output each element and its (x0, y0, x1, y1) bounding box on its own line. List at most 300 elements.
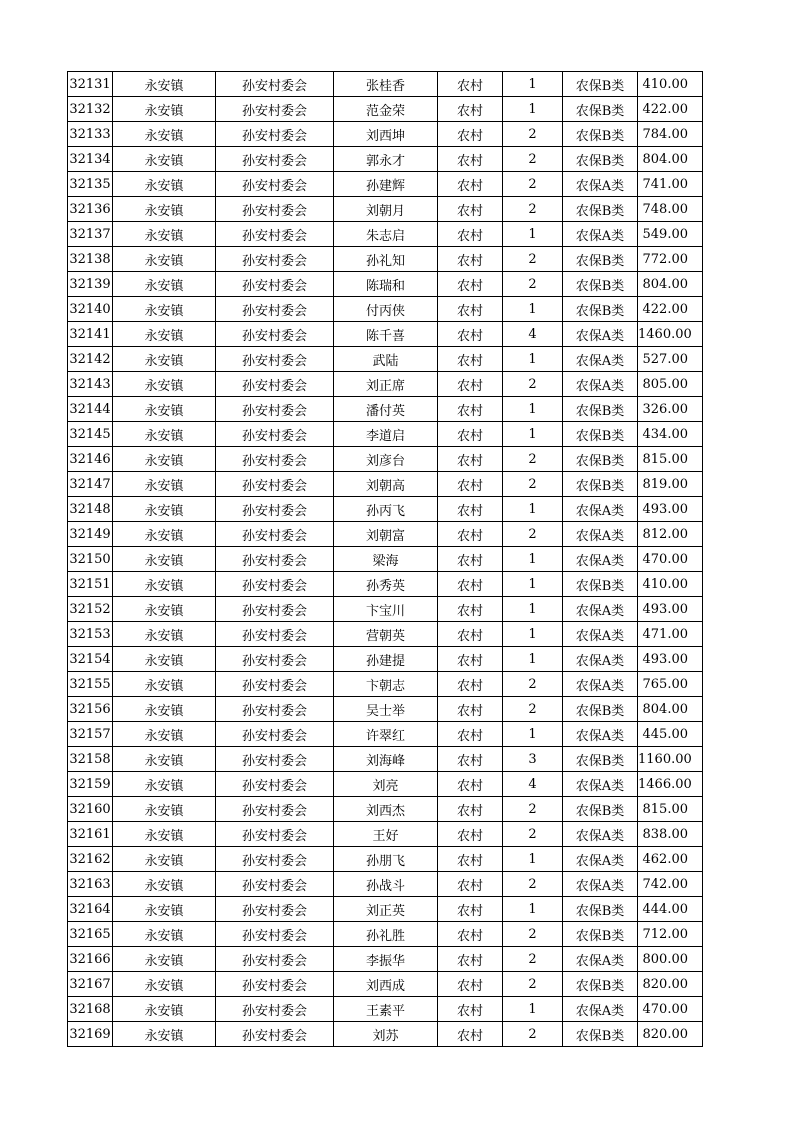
household-type-cell: 农村 (438, 872, 503, 897)
insurance-category-cell: 农保B类 (563, 572, 638, 597)
insurance-category-cell: 农保A类 (563, 622, 638, 647)
village-committee-cell: 孙安村委会 (216, 522, 334, 547)
amount-cell: 712.00 (638, 922, 703, 947)
town-cell: 永安镇 (113, 172, 216, 197)
record-id-cell: 32167 (68, 972, 113, 997)
insurance-category-cell: 农保A类 (563, 347, 638, 372)
roster-table-body (68, 72, 703, 1047)
household-type-cell: 农村 (438, 322, 503, 347)
amount-cell: 748.00 (638, 197, 703, 222)
insurance-category-cell: 农保A类 (563, 947, 638, 972)
village-committee-cell: 孙安村委会 (216, 772, 334, 797)
insurance-category-cell: 农保B类 (563, 97, 638, 122)
table-row (68, 1022, 703, 1047)
town-cell: 永安镇 (113, 422, 216, 447)
person-name-cell: 付丙侠 (334, 297, 438, 322)
insurance-category-cell: 农保B类 (563, 422, 638, 447)
village-committee-cell: 孙安村委会 (216, 922, 334, 947)
insurance-category-cell: 农保B类 (563, 272, 638, 297)
amount-cell: 471.00 (638, 622, 703, 647)
amount-cell: 445.00 (638, 722, 703, 747)
person-name-cell: 刘西坤 (334, 122, 438, 147)
village-committee-cell: 孙安村委会 (216, 397, 334, 422)
record-id-cell: 32140 (68, 297, 113, 322)
household-type-cell: 农村 (438, 1022, 503, 1047)
record-id-cell: 32146 (68, 447, 113, 472)
record-id-cell: 32164 (68, 897, 113, 922)
household-type-cell: 农村 (438, 822, 503, 847)
household-type-cell: 农村 (438, 97, 503, 122)
record-id-cell: 32139 (68, 272, 113, 297)
village-committee-cell: 孙安村委会 (216, 972, 334, 997)
record-id-cell: 32157 (68, 722, 113, 747)
table-row (68, 472, 703, 497)
household-type-cell: 农村 (438, 622, 503, 647)
village-committee-cell: 孙安村委会 (216, 322, 334, 347)
village-committee-cell: 孙安村委会 (216, 747, 334, 772)
amount-cell: 815.00 (638, 797, 703, 822)
amount-cell: 804.00 (638, 697, 703, 722)
record-id-cell: 32131 (68, 72, 113, 97)
insurance-category-cell: 农保B类 (563, 747, 638, 772)
insurance-category-cell: 农保A类 (563, 822, 638, 847)
table-row (68, 647, 703, 672)
insurance-category-cell: 农保A类 (563, 172, 638, 197)
table-row (68, 672, 703, 697)
member-count-cell: 2 (503, 1022, 563, 1047)
record-id-cell: 32169 (68, 1022, 113, 1047)
amount-cell: 800.00 (638, 947, 703, 972)
household-type-cell: 农村 (438, 297, 503, 322)
record-id-cell: 32134 (68, 147, 113, 172)
roster-table (67, 71, 703, 1047)
village-committee-cell: 孙安村委会 (216, 997, 334, 1022)
table-row (68, 947, 703, 972)
person-name-cell: 孙秀英 (334, 572, 438, 597)
household-type-cell: 农村 (438, 847, 503, 872)
insurance-category-cell: 农保B类 (563, 897, 638, 922)
town-cell: 永安镇 (113, 647, 216, 672)
person-name-cell: 营朝英 (334, 622, 438, 647)
amount-cell: 493.00 (638, 497, 703, 522)
person-name-cell: 刘西杰 (334, 797, 438, 822)
person-name-cell: 王素平 (334, 997, 438, 1022)
table-row (68, 297, 703, 322)
household-type-cell: 农村 (438, 247, 503, 272)
town-cell: 永安镇 (113, 1022, 216, 1047)
person-name-cell: 朱志启 (334, 222, 438, 247)
town-cell: 永安镇 (113, 822, 216, 847)
town-cell: 永安镇 (113, 197, 216, 222)
person-name-cell: 刘正席 (334, 372, 438, 397)
amount-cell: 772.00 (638, 247, 703, 272)
member-count-cell: 1 (503, 897, 563, 922)
town-cell: 永安镇 (113, 72, 216, 97)
member-count-cell: 1 (503, 997, 563, 1022)
insurance-category-cell: 农保B类 (563, 197, 638, 222)
household-type-cell: 农村 (438, 997, 503, 1022)
person-name-cell: 刘亮 (334, 772, 438, 797)
household-type-cell: 农村 (438, 797, 503, 822)
amount-cell: 804.00 (638, 147, 703, 172)
insurance-category-cell: 农保B类 (563, 297, 638, 322)
town-cell: 永安镇 (113, 222, 216, 247)
amount-cell: 470.00 (638, 997, 703, 1022)
household-type-cell: 农村 (438, 772, 503, 797)
person-name-cell: 李振华 (334, 947, 438, 972)
record-id-cell: 32152 (68, 597, 113, 622)
person-name-cell: 陈瑞和 (334, 272, 438, 297)
village-committee-cell: 孙安村委会 (216, 947, 334, 972)
village-committee-cell: 孙安村委会 (216, 647, 334, 672)
amount-cell: 820.00 (638, 1022, 703, 1047)
insurance-category-cell: 农保B类 (563, 1022, 638, 1047)
town-cell: 永安镇 (113, 97, 216, 122)
amount-cell: 741.00 (638, 172, 703, 197)
person-name-cell: 梁海 (334, 547, 438, 572)
table-row (68, 272, 703, 297)
record-id-cell: 32149 (68, 522, 113, 547)
village-committee-cell: 孙安村委会 (216, 597, 334, 622)
village-committee-cell: 孙安村委会 (216, 72, 334, 97)
record-id-cell: 32162 (68, 847, 113, 872)
record-id-cell: 32141 (68, 322, 113, 347)
member-count-cell: 2 (503, 247, 563, 272)
table-row (68, 72, 703, 97)
record-id-cell: 32137 (68, 222, 113, 247)
household-type-cell: 农村 (438, 472, 503, 497)
person-name-cell: 郭永才 (334, 147, 438, 172)
member-count-cell: 2 (503, 972, 563, 997)
village-committee-cell: 孙安村委会 (216, 822, 334, 847)
insurance-category-cell: 农保B类 (563, 472, 638, 497)
table-row (68, 597, 703, 622)
table-row (68, 547, 703, 572)
household-type-cell: 农村 (438, 197, 503, 222)
member-count-cell: 1 (503, 647, 563, 672)
person-name-cell: 潘付英 (334, 397, 438, 422)
insurance-category-cell: 农保B类 (563, 122, 638, 147)
village-committee-cell: 孙安村委会 (216, 272, 334, 297)
town-cell: 永安镇 (113, 147, 216, 172)
table-row (68, 972, 703, 997)
member-count-cell: 2 (503, 197, 563, 222)
town-cell: 永安镇 (113, 872, 216, 897)
record-id-cell: 32168 (68, 997, 113, 1022)
amount-cell: 422.00 (638, 297, 703, 322)
record-id-cell: 32156 (68, 697, 113, 722)
town-cell: 永安镇 (113, 772, 216, 797)
village-committee-cell: 孙安村委会 (216, 247, 334, 272)
insurance-category-cell: 农保B类 (563, 697, 638, 722)
town-cell: 永安镇 (113, 522, 216, 547)
table-row (68, 122, 703, 147)
member-count-cell: 2 (503, 447, 563, 472)
village-committee-cell: 孙安村委会 (216, 872, 334, 897)
table-row (68, 372, 703, 397)
member-count-cell: 1 (503, 722, 563, 747)
insurance-category-cell: 农保A类 (563, 322, 638, 347)
household-type-cell: 农村 (438, 122, 503, 147)
household-type-cell: 农村 (438, 647, 503, 672)
town-cell: 永安镇 (113, 122, 216, 147)
town-cell: 永安镇 (113, 997, 216, 1022)
person-name-cell: 孙建提 (334, 647, 438, 672)
village-committee-cell: 孙安村委会 (216, 422, 334, 447)
table-row (68, 422, 703, 447)
village-committee-cell: 孙安村委会 (216, 672, 334, 697)
record-id-cell: 32165 (68, 922, 113, 947)
member-count-cell: 1 (503, 97, 563, 122)
amount-cell: 1466.00 (638, 772, 703, 797)
table-row (68, 397, 703, 422)
person-name-cell: 陈千喜 (334, 322, 438, 347)
amount-cell: 422.00 (638, 97, 703, 122)
household-type-cell: 农村 (438, 372, 503, 397)
amount-cell: 1160.00 (638, 747, 703, 772)
insurance-category-cell: 农保B类 (563, 397, 638, 422)
amount-cell: 1460.00 (638, 322, 703, 347)
village-committee-cell: 孙安村委会 (216, 297, 334, 322)
record-id-cell: 32160 (68, 797, 113, 822)
household-type-cell: 农村 (438, 922, 503, 947)
table-row (68, 772, 703, 797)
town-cell: 永安镇 (113, 347, 216, 372)
amount-cell: 326.00 (638, 397, 703, 422)
insurance-category-cell: 农保A类 (563, 722, 638, 747)
village-committee-cell: 孙安村委会 (216, 147, 334, 172)
record-id-cell: 32145 (68, 422, 113, 447)
member-count-cell: 2 (503, 522, 563, 547)
village-committee-cell: 孙安村委会 (216, 447, 334, 472)
town-cell: 永安镇 (113, 672, 216, 697)
member-count-cell: 1 (503, 572, 563, 597)
member-count-cell: 2 (503, 472, 563, 497)
person-name-cell: 刘正英 (334, 897, 438, 922)
town-cell: 永安镇 (113, 322, 216, 347)
insurance-category-cell: 农保A类 (563, 497, 638, 522)
person-name-cell: 卞朝志 (334, 672, 438, 697)
town-cell: 永安镇 (113, 897, 216, 922)
table-row (68, 822, 703, 847)
person-name-cell: 范金荣 (334, 97, 438, 122)
person-name-cell: 刘朝月 (334, 197, 438, 222)
amount-cell: 765.00 (638, 672, 703, 697)
village-committee-cell: 孙安村委会 (216, 722, 334, 747)
record-id-cell: 32142 (68, 347, 113, 372)
amount-cell: 549.00 (638, 222, 703, 247)
record-id-cell: 32136 (68, 197, 113, 222)
person-name-cell: 吴士举 (334, 697, 438, 722)
amount-cell: 470.00 (638, 547, 703, 572)
household-type-cell: 农村 (438, 697, 503, 722)
town-cell: 永安镇 (113, 572, 216, 597)
member-count-cell: 2 (503, 272, 563, 297)
table-row (68, 197, 703, 222)
village-committee-cell: 孙安村委会 (216, 847, 334, 872)
person-name-cell: 刘朝富 (334, 522, 438, 547)
table-row (68, 847, 703, 872)
person-name-cell: 刘苏 (334, 1022, 438, 1047)
table-row (68, 797, 703, 822)
town-cell: 永安镇 (113, 247, 216, 272)
village-committee-cell: 孙安村委会 (216, 472, 334, 497)
table-row (68, 447, 703, 472)
household-type-cell: 农村 (438, 447, 503, 472)
person-name-cell: 刘海峰 (334, 747, 438, 772)
insurance-category-cell: 农保A类 (563, 997, 638, 1022)
amount-cell: 820.00 (638, 972, 703, 997)
town-cell: 永安镇 (113, 847, 216, 872)
household-type-cell: 农村 (438, 497, 503, 522)
insurance-category-cell: 农保A类 (563, 222, 638, 247)
village-committee-cell: 孙安村委会 (216, 372, 334, 397)
record-id-cell: 32143 (68, 372, 113, 397)
person-name-cell: 刘彦台 (334, 447, 438, 472)
town-cell: 永安镇 (113, 972, 216, 997)
person-name-cell: 武陆 (334, 347, 438, 372)
member-count-cell: 1 (503, 497, 563, 522)
member-count-cell: 1 (503, 622, 563, 647)
member-count-cell: 2 (503, 122, 563, 147)
member-count-cell: 1 (503, 222, 563, 247)
household-type-cell: 农村 (438, 347, 503, 372)
town-cell: 永安镇 (113, 947, 216, 972)
person-name-cell: 孙战斗 (334, 872, 438, 897)
insurance-category-cell: 农保B类 (563, 797, 638, 822)
record-id-cell: 32135 (68, 172, 113, 197)
table-row (68, 247, 703, 272)
household-type-cell: 农村 (438, 947, 503, 972)
household-type-cell: 农村 (438, 522, 503, 547)
record-id-cell: 32138 (68, 247, 113, 272)
village-committee-cell: 孙安村委会 (216, 97, 334, 122)
town-cell: 永安镇 (113, 547, 216, 572)
amount-cell: 462.00 (638, 847, 703, 872)
record-id-cell: 32144 (68, 397, 113, 422)
village-committee-cell: 孙安村委会 (216, 122, 334, 147)
insurance-category-cell: 农保B类 (563, 972, 638, 997)
person-name-cell: 孙朋飞 (334, 847, 438, 872)
household-type-cell: 农村 (438, 422, 503, 447)
household-type-cell: 农村 (438, 597, 503, 622)
town-cell: 永安镇 (113, 747, 216, 772)
person-name-cell: 孙礼知 (334, 247, 438, 272)
village-committee-cell: 孙安村委会 (216, 897, 334, 922)
member-count-cell: 2 (503, 172, 563, 197)
household-type-cell: 农村 (438, 897, 503, 922)
member-count-cell: 1 (503, 547, 563, 572)
member-count-cell: 3 (503, 747, 563, 772)
household-type-cell: 农村 (438, 672, 503, 697)
village-committee-cell: 孙安村委会 (216, 622, 334, 647)
amount-cell: 815.00 (638, 447, 703, 472)
person-name-cell: 张桂香 (334, 72, 438, 97)
insurance-category-cell: 农保A类 (563, 547, 638, 572)
table-row (68, 872, 703, 897)
amount-cell: 434.00 (638, 422, 703, 447)
household-type-cell: 农村 (438, 147, 503, 172)
member-count-cell: 2 (503, 822, 563, 847)
table-row (68, 147, 703, 172)
record-id-cell: 32133 (68, 122, 113, 147)
insurance-category-cell: 农保A类 (563, 597, 638, 622)
record-id-cell: 32154 (68, 647, 113, 672)
person-name-cell: 孙丙飞 (334, 497, 438, 522)
member-count-cell: 2 (503, 672, 563, 697)
amount-cell: 805.00 (638, 372, 703, 397)
member-count-cell: 1 (503, 297, 563, 322)
table-row (68, 622, 703, 647)
table-row (68, 322, 703, 347)
table-row (68, 222, 703, 247)
table-row (68, 97, 703, 122)
village-committee-cell: 孙安村委会 (216, 222, 334, 247)
town-cell: 永安镇 (113, 622, 216, 647)
record-id-cell: 32166 (68, 947, 113, 972)
amount-cell: 493.00 (638, 647, 703, 672)
household-type-cell: 农村 (438, 972, 503, 997)
insurance-category-cell: 农保A类 (563, 647, 638, 672)
village-committee-cell: 孙安村委会 (216, 497, 334, 522)
amount-cell: 804.00 (638, 272, 703, 297)
table-row (68, 172, 703, 197)
village-committee-cell: 孙安村委会 (216, 347, 334, 372)
person-name-cell: 王好 (334, 822, 438, 847)
person-name-cell: 刘西成 (334, 972, 438, 997)
member-count-cell: 1 (503, 347, 563, 372)
town-cell: 永安镇 (113, 297, 216, 322)
person-name-cell: 孙建辉 (334, 172, 438, 197)
table-row (68, 572, 703, 597)
town-cell: 永安镇 (113, 372, 216, 397)
insurance-category-cell: 农保B类 (563, 247, 638, 272)
town-cell: 永安镇 (113, 797, 216, 822)
insurance-category-cell: 农保A类 (563, 872, 638, 897)
town-cell: 永安镇 (113, 472, 216, 497)
household-type-cell: 农村 (438, 547, 503, 572)
insurance-category-cell: 农保A类 (563, 847, 638, 872)
village-committee-cell: 孙安村委会 (216, 697, 334, 722)
record-id-cell: 32153 (68, 622, 113, 647)
village-committee-cell: 孙安村委会 (216, 572, 334, 597)
household-type-cell: 农村 (438, 222, 503, 247)
amount-cell: 410.00 (638, 72, 703, 97)
insurance-category-cell: 农保A类 (563, 772, 638, 797)
town-cell: 永安镇 (113, 447, 216, 472)
household-type-cell: 农村 (438, 172, 503, 197)
record-id-cell: 32161 (68, 822, 113, 847)
village-committee-cell: 孙安村委会 (216, 797, 334, 822)
member-count-cell: 1 (503, 72, 563, 97)
amount-cell: 819.00 (638, 472, 703, 497)
member-count-cell: 4 (503, 322, 563, 347)
village-committee-cell: 孙安村委会 (216, 547, 334, 572)
household-type-cell: 农村 (438, 72, 503, 97)
member-count-cell: 2 (503, 697, 563, 722)
insurance-category-cell: 农保A类 (563, 522, 638, 547)
amount-cell: 812.00 (638, 522, 703, 547)
member-count-cell: 2 (503, 947, 563, 972)
town-cell: 永安镇 (113, 397, 216, 422)
amount-cell: 527.00 (638, 347, 703, 372)
person-name-cell: 许翠红 (334, 722, 438, 747)
table-row (68, 522, 703, 547)
insurance-category-cell: 农保B类 (563, 72, 638, 97)
table-row (68, 722, 703, 747)
member-count-cell: 2 (503, 797, 563, 822)
member-count-cell: 2 (503, 147, 563, 172)
